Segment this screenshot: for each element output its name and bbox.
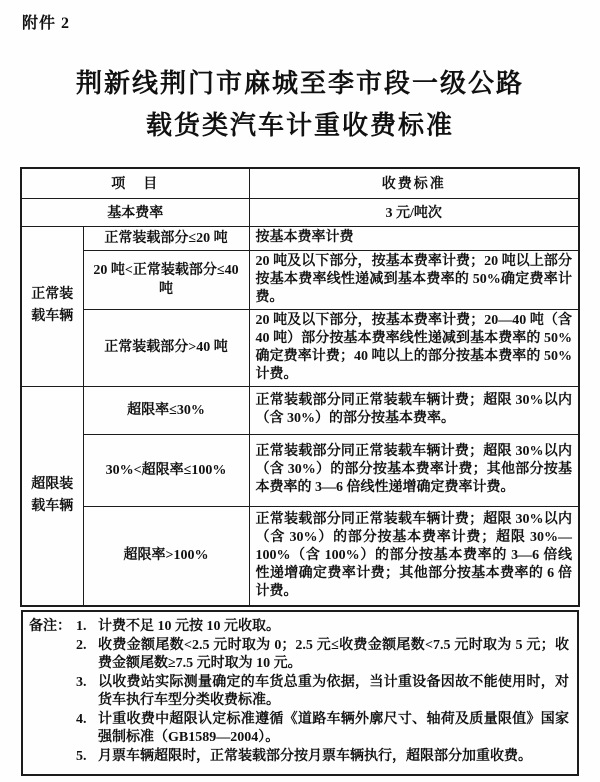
- note-number: 3.: [76, 674, 87, 690]
- note-number: 4.: [76, 711, 87, 727]
- base-rate-value: 3 元/吨次: [249, 198, 579, 226]
- document-title-line2: 载货类汽车计重收费标准: [145, 111, 454, 140]
- notes-box: [21, 610, 579, 776]
- group-normal-load-cell: 正常装载车辆: [21, 226, 83, 386]
- base-rate-row: [21, 198, 579, 226]
- note-item: [76, 674, 569, 711]
- note-item: [76, 748, 569, 767]
- base-rate-label: 基本费率: [21, 198, 249, 226]
- notes-label: 备注：: [29, 619, 71, 634]
- table-row: [21, 434, 579, 506]
- fee-cell: 正常装载部分同正常装载车辆计费；超限 30%以内（含 30%）的部分按基本费率计费；其他部分按基本费率的 3—6 倍线性递增确定费率计费。: [249, 434, 579, 506]
- note-number: 2.: [76, 637, 87, 653]
- table-row: [21, 226, 579, 250]
- note-item: [76, 637, 569, 674]
- condition-cell: 30%<超限率≤100%: [83, 434, 249, 506]
- condition-cell: 20 吨<正常装载部分≤40 吨: [83, 250, 249, 309]
- document-title-line1: 荆新线荆门市麻城至李市段一级公路: [75, 69, 524, 98]
- table-row: [21, 506, 579, 606]
- document-title: [0, 63, 600, 147]
- table-row: [21, 309, 579, 386]
- condition-cell: 超限率≤30%: [83, 386, 249, 434]
- fee-cell: 正常装载部分同正常装载车辆计费；超限 30%以内（含 30%）的部分按基本费率。: [249, 386, 579, 434]
- note-number: 5.: [76, 748, 87, 764]
- note-number: 1.: [76, 619, 87, 634]
- table-header-row: [21, 168, 579, 198]
- condition-cell: 正常装载部分≤20 吨: [83, 226, 249, 250]
- note-text: 月票车辆超限时，正常装载部分按月票车辆执行，超限部分加重收费。: [98, 748, 532, 764]
- condition-cell: 超限率>100%: [83, 506, 249, 606]
- table-row: [21, 386, 579, 434]
- fee-cell: 正常装载部分同正常装载车辆计费；超限 30%以内（含 30%）的部分按基本费率计费；超限 30%—100%（含 100%）的部分按基本费率的 3—6 倍线性递增确定费率计费；其他部分按基本费率的 6 倍计费。: [249, 506, 579, 606]
- note-item: [76, 618, 569, 637]
- note-text: 以收费站实际测量确定的车货总重为依据，当计重设备因故不能使用时，对货车执行车型分类收费标准。: [98, 674, 569, 708]
- header-item-cell: 项 目: [21, 168, 249, 198]
- table-row: [21, 250, 579, 309]
- note-item: [76, 711, 569, 748]
- note-text: 收费金额尾数<2.5 元时取为 0；2.5 元≤收费金额尾数<7.5 元时取为 5 元；收费金额尾数≥7.5 元时取为 10 元。: [98, 637, 569, 671]
- attachment-label: 附件 2: [22, 15, 71, 32]
- fee-cell: 20 吨及以下部分，按基本费率计费；20 吨以上部分按基本费率线性递减到基本费率的 50%确定费率计费。: [249, 250, 579, 309]
- note-text: 计费不足 10 元按 10 元收取。: [98, 619, 280, 634]
- fee-standard-table: [20, 167, 580, 607]
- fee-cell: 20 吨及以下部分，按基本费率计费；20—40 吨（含 40 吨）部分按基本费率线性递减到基本费率的 50%确定费率计费；40 吨以上的部分按基本费率的 50%计费。: [249, 309, 579, 386]
- condition-cell: 正常装载部分>40 吨: [83, 309, 249, 386]
- header-standard-cell: 收费标准: [249, 168, 579, 198]
- group-overload-cell: 超限装载车辆: [21, 386, 83, 606]
- notes-list: [76, 618, 569, 766]
- note-text: 计重收费中超限认定标准遵循《道路车辆外廓尺寸、轴荷及质量限值》国家强制标准（GB1589—2004）。: [98, 711, 569, 745]
- fee-cell: 按基本费率计费: [249, 226, 579, 250]
